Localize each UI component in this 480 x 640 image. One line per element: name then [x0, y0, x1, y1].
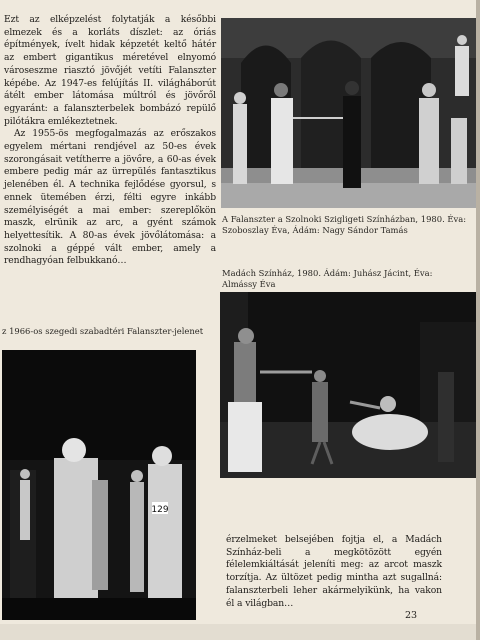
stage-photo-szolnok: [221, 18, 477, 208]
costume-number-badge: 129: [151, 505, 169, 515]
page-bottom-edge: [0, 624, 480, 640]
page-number: 23: [405, 610, 418, 621]
stage-photo-szeged: [2, 350, 196, 620]
paragraph-1: Ezt az elképzelést folytatják a későbbi elmezek és a korláts díszlet: az óriás építmények, ívelt hidak képzetét keltő hátér az embert gigantikus méretével elnyomó városeszme riasztó jövőjét vetíti Falanszter képébe. Az 1947-es felújítás II. világháborút átélt ember látomása múltról és jövőről egyaránt: a falanszterbelek bombázó repülő pilótákra emlékeztetnek.: [4, 14, 216, 127]
page-edge: [476, 0, 480, 640]
caption-szeged-photo: z 1966-os szegedi szabadtéri Falanszter-jelenet: [2, 326, 204, 336]
body-text-left-column: [4, 14, 216, 268]
caption-madach-photo: Madách Színház, 1980. Ádám: Juhász Jácint, Éva: Almássy Éva: [222, 268, 433, 289]
body-text-right-column: érzelmeket belsejében fojtja el, a Madách Színház-beli a megkötözött egyén félelemkiáltását jeleníti meg: az arcot maszk torzítja. Az ültözet pedig mintha azt sugallná: falanszterbeli leher akármelyikünk, ha vakon él a világban…: [226, 534, 442, 609]
stage-photo-madach: [220, 292, 478, 478]
caption-szolnok-photo: A Falanszter a Szolnoki Szigligeti Színházban, 1980. Éva: Szoboszlay Éva, Ádám: Nagy Sándor Tamás: [222, 214, 467, 235]
paragraph-2: Az 1955-ös megfogalmazás az erőszakos egyelem mértani rendjével az 50-es évek szorongásait vetítherre a jövőre, a 60-as évek embere pedig már az ürrepülés fantasztikus jelenében él. A technika fejlődése gyorsul, s ennek ütemében érzi, félti egyre inkább személyiségét a mai ember: szereplőkön maszk, elrünik az arc, a gyént számok helyettesítik. A 80-as évek jövőlátomása: a szolnoki a géppé vált ember, amely a rendhagyóan felbukkanó…: [4, 128, 216, 267]
